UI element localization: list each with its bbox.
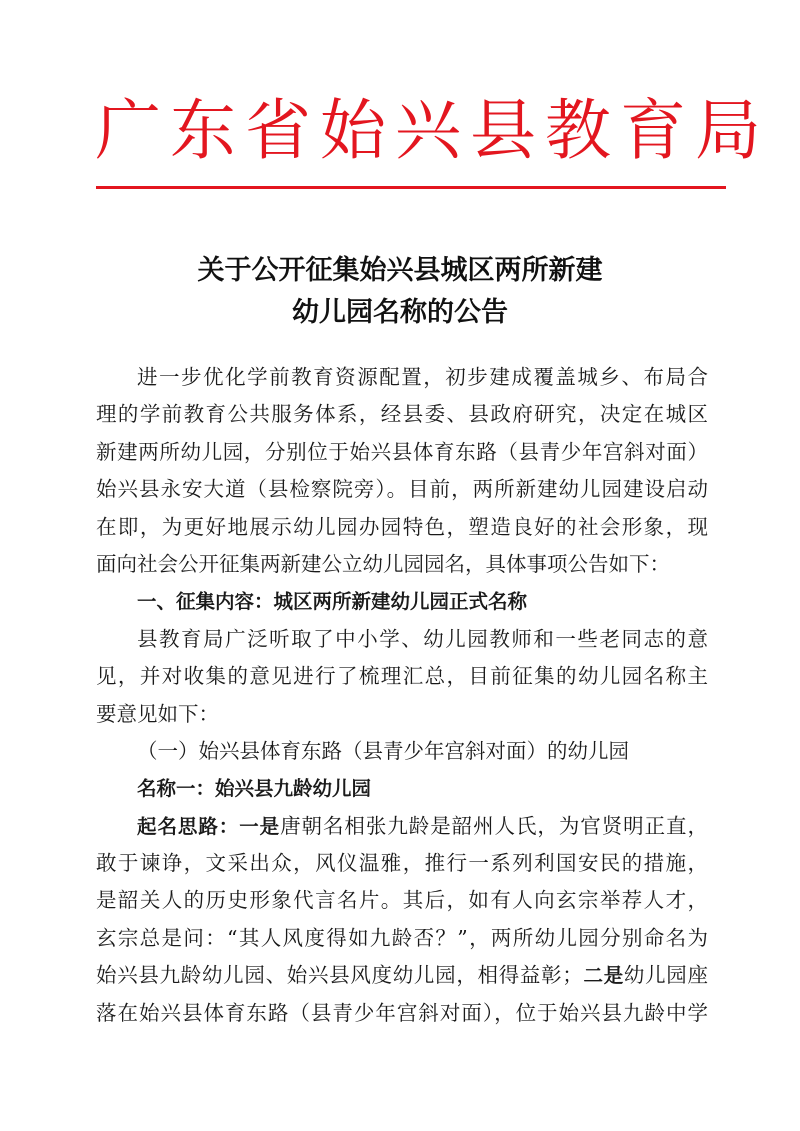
rationale-text: 始兴县九龄幼儿园、始兴县风度幼儿园，相得益彰；	[96, 963, 583, 988]
name-option	[96, 770, 708, 807]
paragraph-line: 在即，为更好地展示幼儿园办园特色，塑造良好的社会形象，现	[96, 514, 708, 539]
paragraph-line: 要意见如下：	[96, 701, 219, 726]
paragraph-line: 见，并对收集的意见进行了梳理汇总，目前征集的幼儿园名称主	[96, 664, 708, 689]
section-heading: 一、征集内容：城区两所新建幼儿园正式名称	[137, 590, 528, 614]
rationale-text: 唐朝名相张九龄是韶州人氏，为官贤明正直，	[280, 813, 708, 838]
document-title-line-2: 幼儿园名称的公告	[292, 297, 508, 328]
name-option-value: 始兴县九龄幼儿园	[215, 777, 372, 801]
rationale-point-label: 二是	[582, 964, 624, 988]
rationale-line	[96, 808, 708, 845]
paragraph-line: 进一步优化学前教育资源配置，初步建成覆盖城乡、布局合	[137, 365, 708, 389]
document-title-line-1: 关于公开征集始兴县城区两所新建	[197, 255, 603, 286]
paragraph-line: 玄宗总是问：“其人风度得如九龄否？”，两所幼儿园分别命名为	[96, 925, 708, 950]
document-body	[96, 359, 708, 1032]
paragraph-line	[96, 957, 708, 994]
subsection-heading: （一）始兴县体育东路（县青少年宫斜对面）的幼儿园	[137, 738, 629, 763]
paragraph-line: 理的学前教育公共服务体系，经县委、县政府研究，决定在城区	[96, 402, 708, 427]
paragraph-line: 始兴县永安大道（县检察院旁）。目前，两所新建幼儿园建设启动	[96, 477, 708, 502]
name-option-label: 名称一：	[137, 777, 216, 801]
org-masthead: 广东省始兴县教育局	[95, 92, 770, 169]
rationale-point-label: 一是	[239, 814, 281, 838]
paragraph-line: 县教育局广泛听取了中小学、幼儿园教师和一些老同志的意	[137, 626, 708, 651]
masthead-divider	[96, 186, 726, 189]
rationale-label: 起名思路：	[137, 814, 240, 838]
paragraph-line: 落在始兴县体育东路（县青少年宫斜对面），位于始兴县九龄中学	[96, 1000, 708, 1025]
paragraph-line: 新建两所幼儿园，分别位于始兴县体育东路（县青少年宫斜对面）	[96, 439, 708, 464]
rationale-text: 幼儿园座	[623, 963, 708, 988]
paragraph-line: 是韶关人的历史形象代言名片。其后，如有人向玄宗举荐人才，	[96, 888, 708, 913]
paragraph-line: 敢于谏诤，文采出众，风仪温雅，推行一系列利国安民的措施，	[96, 851, 708, 876]
paragraph-line: 面向社会公开征集两新建公立幼儿园园名，具体事项公告如下：	[96, 551, 670, 576]
